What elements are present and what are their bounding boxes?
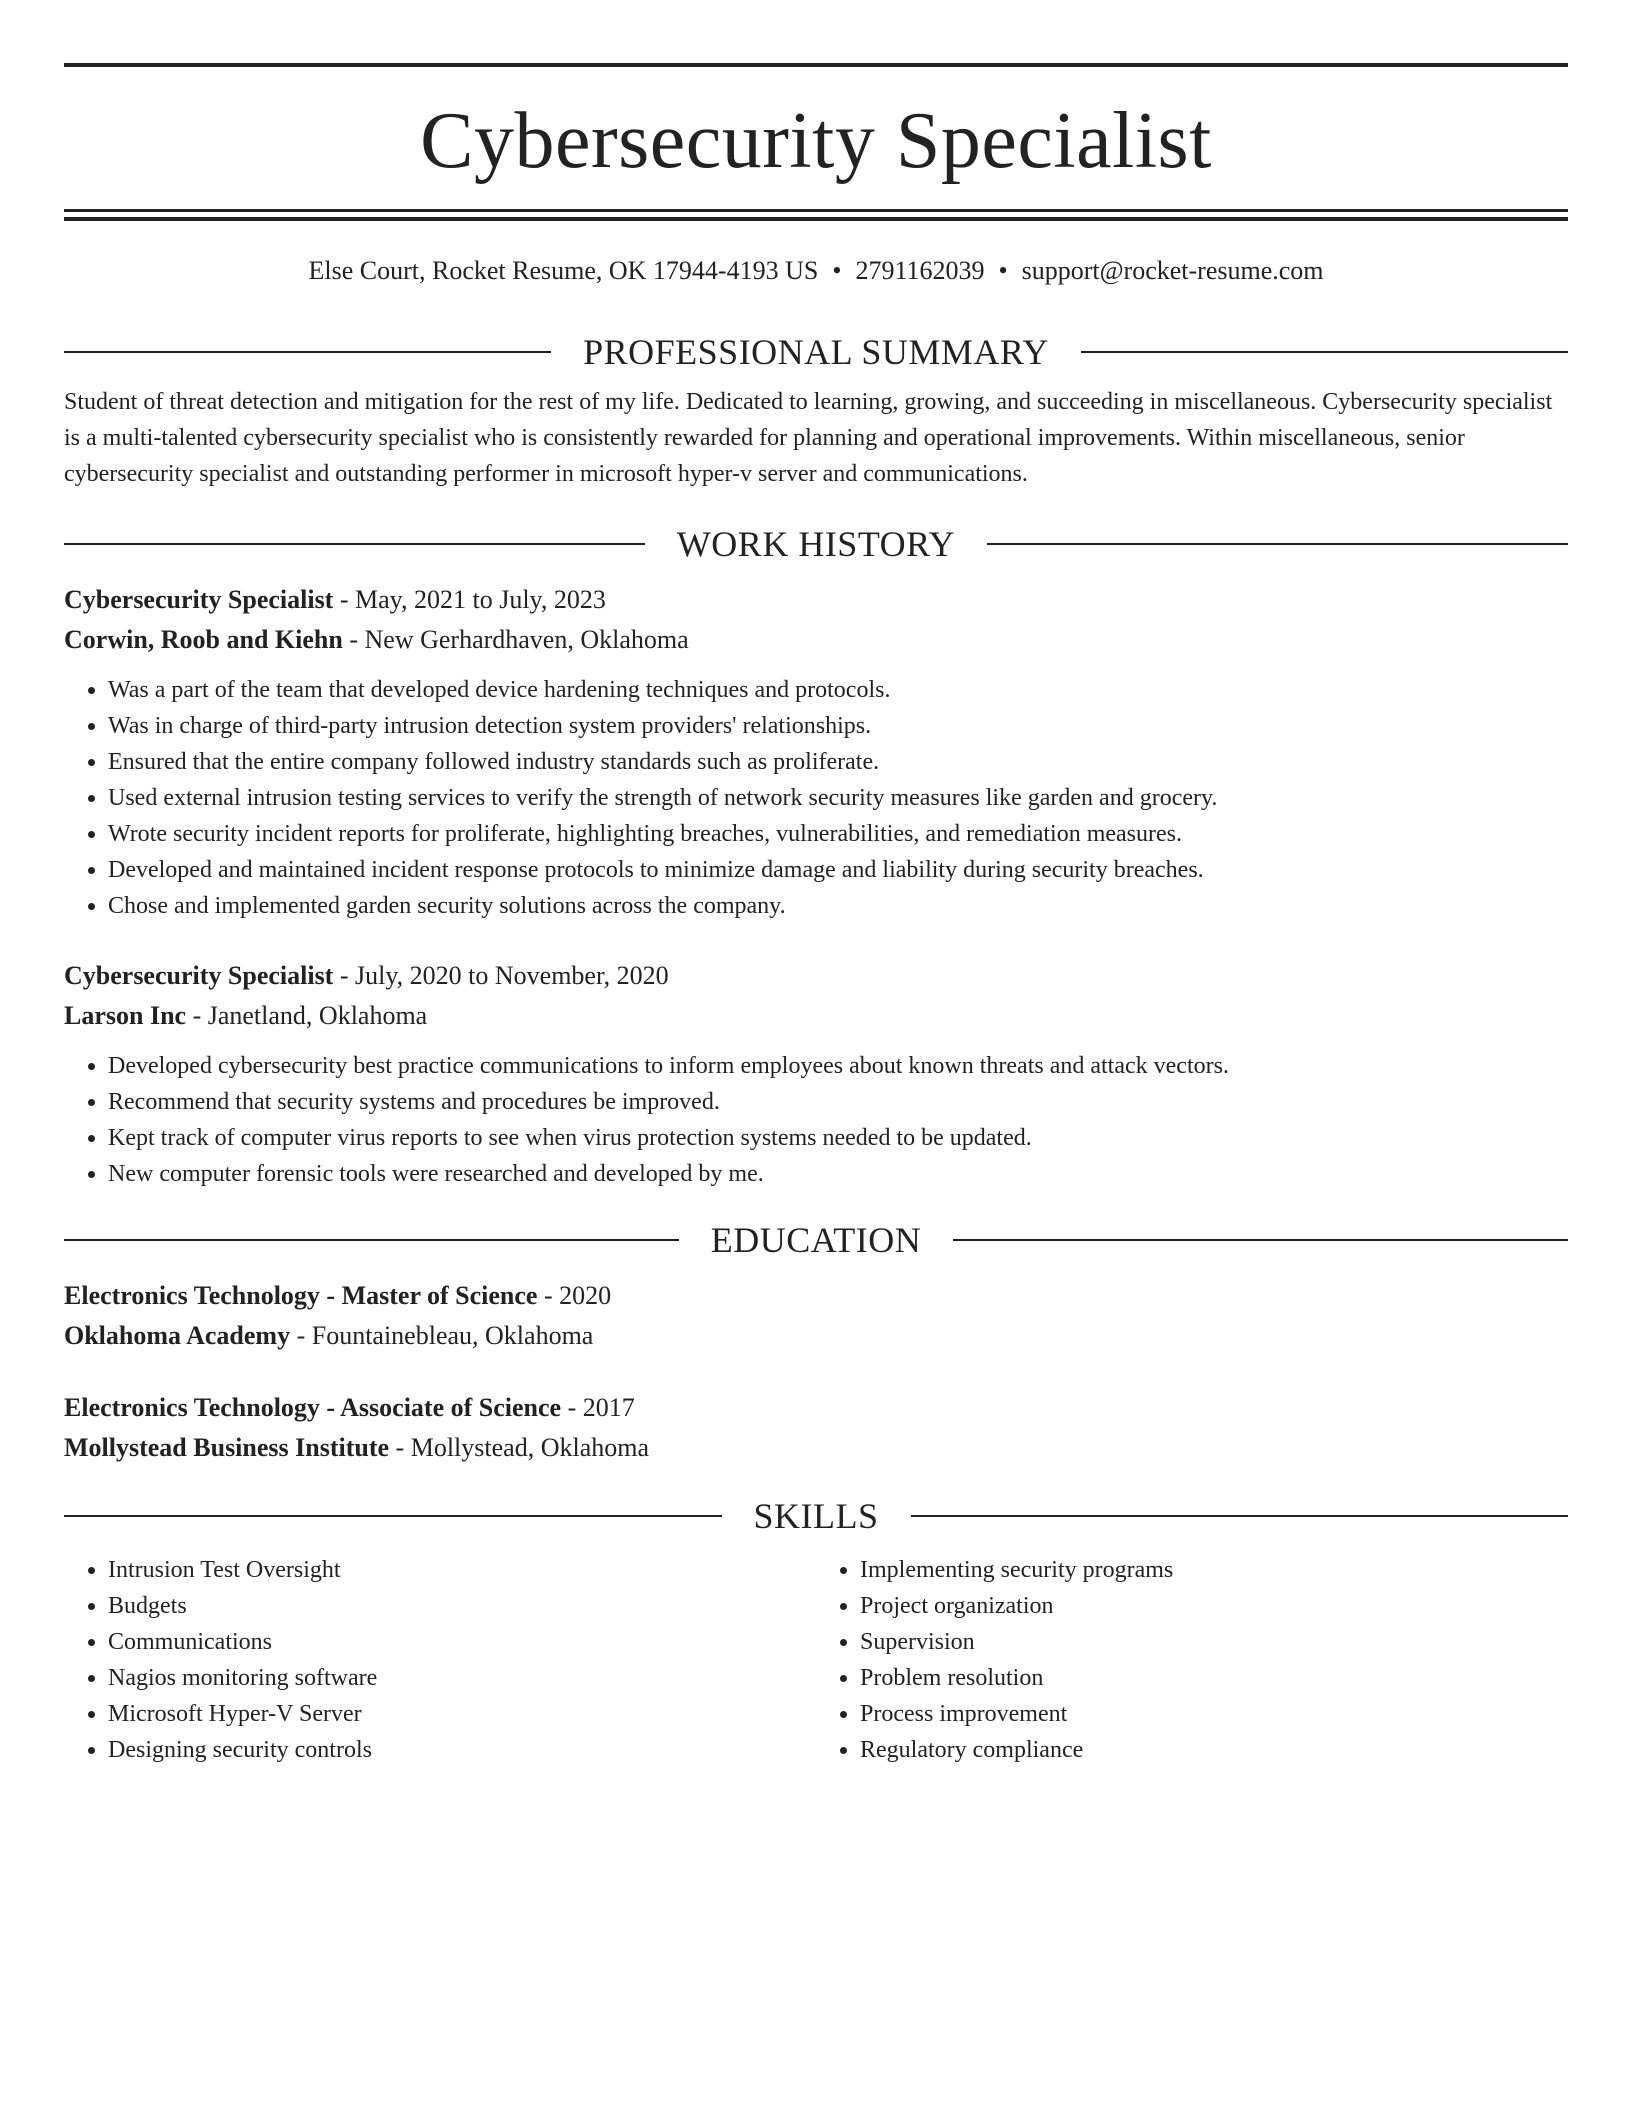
job-title: Cybersecurity Specialist [64, 585, 334, 615]
list-item: • Implementing security programs [860, 1552, 1568, 1588]
job-title: Cybersecurity Specialist [64, 961, 334, 991]
list-item: • Wrote security incident reports for proliferate, highlighting breaches, vulnerabilities, and remediation measures. [108, 816, 1568, 852]
skills-list-right [816, 1552, 1568, 1768]
list-item: • Communications [108, 1624, 816, 1660]
list-item: • Ensured that the entire company followed industry standards such as proliferate. [108, 744, 1568, 780]
separator-dot: • [832, 256, 842, 285]
education-degree: Electronics Technology - Associate of Science [64, 1393, 562, 1423]
job-title-line [64, 580, 1568, 620]
job-company-line [64, 620, 1568, 660]
job-entry [64, 956, 1568, 1192]
education-school-line [64, 1428, 1568, 1468]
education-location: - Mollystead, Oklahoma [389, 1433, 649, 1463]
section-title: WORK HISTORY [676, 524, 956, 565]
list-item: • Supervision [860, 1624, 1568, 1660]
education-year: - 2020 [537, 1281, 612, 1311]
list-item: • Recommend that security systems and procedures be improved. [108, 1084, 1568, 1120]
job-location: - Janetland, Oklahoma [186, 1001, 428, 1031]
section-rule [64, 543, 645, 545]
section-education [64, 1220, 1568, 1261]
section-work-history [64, 524, 1568, 565]
job-company: Larson Inc [64, 1001, 187, 1031]
contact-address: Else Court, Rocket Resume, OK 17944-4193 US [308, 256, 819, 285]
job-location: - New Gerhardhaven, Oklahoma [342, 625, 689, 655]
contact-phone: 2791162039 [855, 256, 985, 285]
job-bullets [64, 672, 1568, 924]
list-item: • Project organization [860, 1588, 1568, 1624]
list-item: • Intrusion Test Oversight [108, 1552, 816, 1588]
section-rule [64, 351, 551, 353]
section-rule [911, 1515, 1569, 1517]
section-title: EDUCATION [710, 1220, 922, 1261]
section-rule [1081, 351, 1568, 353]
education-degree-line [64, 1276, 1568, 1316]
job-bullets [64, 1048, 1568, 1192]
top-rule [64, 63, 1568, 67]
skills-columns [64, 1552, 1568, 1768]
section-rule [953, 1239, 1568, 1241]
list-item: • Regulatory compliance [860, 1732, 1568, 1768]
page-title: Cybersecurity Specialist [420, 97, 1212, 185]
section-title: PROFESSIONAL SUMMARY [583, 332, 1049, 373]
skills-list-left [64, 1552, 816, 1768]
job-company: Corwin, Roob and Kiehn [64, 625, 343, 655]
section-rule [64, 1239, 679, 1241]
double-rule [64, 209, 1568, 221]
education-school: Mollystead Business Institute [64, 1433, 390, 1463]
section-summary [64, 332, 1568, 373]
list-item: • Was a part of the team that developed device hardening techniques and protocols. [108, 672, 1568, 708]
list-item: • Process improvement [860, 1696, 1568, 1732]
job-title-line [64, 956, 1568, 996]
section-title: SKILLS [753, 1496, 879, 1537]
list-item: • New computer forensic tools were researched and developed by me. [108, 1156, 1568, 1192]
education-entry [64, 1388, 1568, 1468]
job-dates: - July, 2020 to November, 2020 [333, 961, 669, 991]
education-entry [64, 1276, 1568, 1356]
section-skills [64, 1496, 1568, 1537]
education-school-line [64, 1316, 1568, 1356]
job-dates: - May, 2021 to July, 2023 [333, 585, 606, 615]
list-item: • Developed cybersecurity best practice communications to inform employees about known threats and attack vectors. [108, 1048, 1568, 1084]
list-item: • Microsoft Hyper-V Server [108, 1696, 816, 1732]
separator-dot: • [998, 256, 1008, 285]
list-item: • Designing security controls [108, 1732, 816, 1768]
education-degree-line [64, 1388, 1568, 1428]
summary-text: Student of threat detection and mitigation for the rest of my life. Dedicated to learning, growing, and succeeding in miscellaneous. Cybersecurity specialist is a multi-talented cybersecurity specialist who is consistently rewarded for planning and operational improvements. Within miscellaneous, senior cybersecurity specialist and outstanding performer in microsoft hyper-v server and communications. [64, 389, 1553, 488]
list-item: • Nagios monitoring software [108, 1660, 816, 1696]
contact-line [64, 255, 1568, 286]
list-item: • Problem resolution [860, 1660, 1568, 1696]
education-school: Oklahoma Academy [64, 1321, 291, 1351]
list-item: • Chose and implemented garden security solutions across the company. [108, 888, 1568, 924]
section-rule [987, 543, 1568, 545]
section-rule [64, 1515, 722, 1517]
education-year: - 2017 [561, 1393, 635, 1423]
education-degree: Electronics Technology - Master of Science [64, 1281, 538, 1311]
job-company-line [64, 996, 1568, 1036]
contact-email: support@rocket-resume.com [1021, 256, 1324, 285]
education-location: - Fountainebleau, Oklahoma [290, 1321, 594, 1351]
list-item: • Was in charge of third-party intrusion detection system providers' relationships. [108, 708, 1568, 744]
list-item: • Used external intrusion testing services to verify the strength of network security measures like garden and grocery. [108, 780, 1568, 816]
job-entry [64, 580, 1568, 924]
list-item: • Budgets [108, 1588, 816, 1624]
list-item: • Developed and maintained incident response protocols to minimize damage and liability during security breaches. [108, 852, 1568, 888]
list-item: • Kept track of computer virus reports to see when virus protection systems needed to be updated. [108, 1120, 1568, 1156]
